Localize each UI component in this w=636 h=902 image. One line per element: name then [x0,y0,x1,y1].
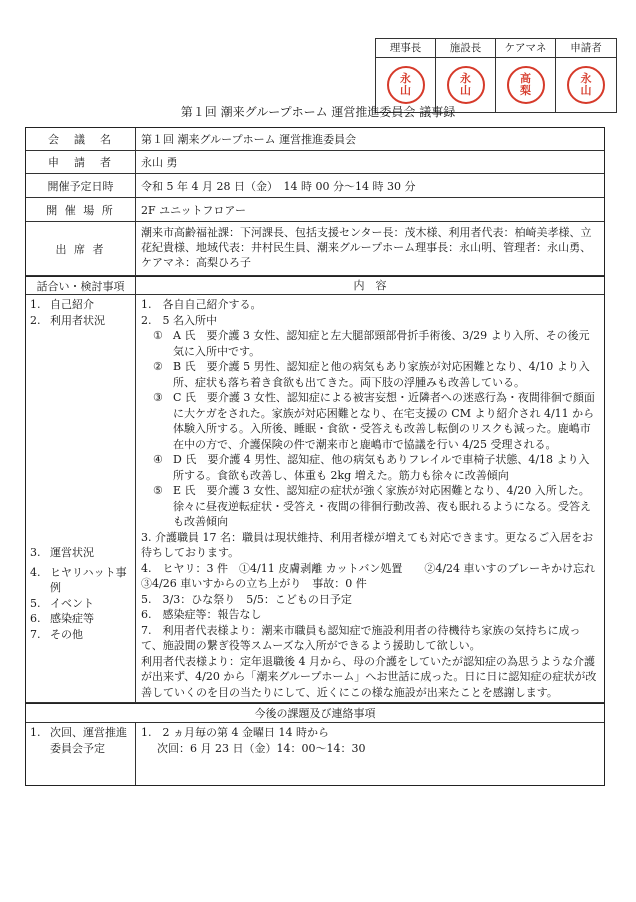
topic-item: 4. ヒヤリハット事例 [30,565,127,594]
seal-stamp: 永 山 [387,66,425,104]
contents-column [136,295,604,702]
future-header: 今後の課題及び連絡事項 [254,707,376,720]
resident-item: ④ D 氏 要介護 4 男性、認知症、他の病気もありフレイルで車椅子状態、4/18 より入所する。食欲も改善し、体重も 2kg 増えた。筋力も徐々に改善傾向 [153,453,590,482]
content-operation-status: 3. 介護職員 17 名：職員は現状維持、利用者様が増えても対応できます。更なるご入居をお待ちしております。 [141,530,594,559]
resident-item: ⑤ E 氏 要介護 3 女性、認知症の症状が強く家族が対応困難となり、4/20 入所した。徐々に昼夜逆転症状・受答え・夜間の徘徊行動改善、夜も眠れるようになる。受答えも改善傾向 [153,484,591,528]
attendees-label: 出 席 者 [26,222,136,275]
topic-item: 7. その他 [30,627,83,641]
future-topic: 1. 次回、運営推進委員会予定 [26,723,136,785]
date-row [26,174,604,198]
approval-column-caremanager [496,39,556,112]
meeting-name-row [26,128,604,151]
attendees-value: 潮来市高齢福祉課：下河課長、包括支援センター長：茂木様、利用者代表：柏崎美孝様、立花紀貴様、地域代表：井村民生員、潮来グループホーム理事長：永山明、管理者：永山勇、ケアマネ：高梨ひろ子 [141,226,592,269]
attendees-row [26,222,604,276]
date-value: 令和 5 年 4 月 28 日（金） 14 時 00 分～14 時 30 分 [141,179,416,193]
topics-column [26,295,136,702]
content-resident-status: 2. 5 名入所中 [141,313,217,327]
document-title: 第１回 潮来グループホーム 運営推進委員会 議事録 [180,105,456,119]
seal-stamp: 永 山 [447,66,485,104]
future-header-row [26,703,604,723]
resident-item: ② B 氏 要介護 5 男性、認知症と他の病気もあり家族が対応困難となり、4/10 より入所、症状も落ち着き食欲も出てきた。両下肢の浮腫みも改善している。 [153,360,590,389]
place-row [26,198,604,222]
topic-item: 6. 感染症等 [30,612,94,625]
minutes-table [25,127,605,786]
approval-stamp-box [375,38,617,113]
place-label: 開 催 場 所 [26,198,136,221]
content-self-intro: 1. 各自自己紹介する。 [141,298,262,311]
future-line-2: 次回：6 月 23 日（金）14：00～14：30 [157,741,366,755]
resident-item: ③ C 氏 要介護 3 女性、認知症による被害妄想・近隣者への迷惑行為・夜間徘徊で顔面に大ケガをされた。家族が対応困難となり、在宅支援の CM より紹介され 4/11 から体験入所する。入所後、睡眠・食欲・受答えも改善し転倒のリスクも減った。鹿嶋市在中の方で、介護保険の件で潮来市と鹿嶋市で協議を行い 4/25 受理される。 [153,391,595,451]
discussion-body-row [26,295,604,703]
approval-column-director [436,39,496,112]
topic-item: 3. 運営状況 [30,546,94,559]
approval-label: ケアマネ [496,39,555,58]
resident-item: ① A 氏 要介護 3 女性、認知症と左大腿部頸部骨折手術後、3/29 より入所、その後元気に入所中です。 [153,329,590,358]
content-events: 5. 3/3：ひな祭り 5/5：こどもの日予定 [141,592,352,606]
approval-label: 理事長 [376,39,435,58]
meeting-name-label: 会 議 名 [26,128,136,150]
approval-column-chairman [376,39,436,112]
date-label: 開催予定日時 [26,174,136,197]
topic-item: 2. 利用者状況 [30,313,105,327]
meeting-name-value: 第１回 潮来グループホーム 運営推進委員会 [141,133,357,146]
future-body-row [26,723,604,785]
applicant-label: 申 請 者 [26,151,136,173]
content-infection: 6. 感染症等：報告なし [141,608,262,621]
approval-label: 申請者 [556,39,616,58]
place-value: 2F ユニットフロアー [141,203,247,217]
content-near-miss: 4. ヒヤリ：3 件 ①4/11 皮膚剥離 カットバン処置 ②4/24 車いすのブレーキかけ忘れ ③4/26 車いすからの立ち上がり 事故：0 件 [141,561,596,590]
discussion-header-right: 内 容 [353,279,387,292]
approval-label: 施設長 [436,39,495,58]
future-line-1: 1. 2 ヵ月毎の第 4 金曜日 14 時から [141,726,329,739]
topic-item: 5. イベント [30,596,94,610]
future-contents [136,723,604,785]
discussion-header-left: 話合い・検討事項 [26,277,136,294]
content-other-1: 7. 利用者代表様より：潮来市職員も認知症で施設利用者の待機待ち家族の気持ちに成って、施設間の繋ぎ役等スムーズな入所ができるよう援助して欲しい。 [141,623,581,652]
discussion-header-row [26,276,604,295]
applicant-value: 永山 勇 [141,156,178,169]
content-other-2: 利用者代表様より：定年退職後 4 月から、母の介護をしていたが認知症の為思うような介護が出来ず、4/20 から「潮来グループホーム」へお世話に成った。日に日に認知症の症状が改善していくのを目の当たりにして、近くにこの様な施設が出来たことを感謝します。 [141,654,597,699]
seal-stamp: 高 梨 [507,66,545,104]
seal-stamp: 永 山 [567,66,605,104]
applicant-row [26,151,604,174]
approval-column-applicant [556,39,616,112]
topic-item: 1. 自己紹介 [30,298,94,311]
